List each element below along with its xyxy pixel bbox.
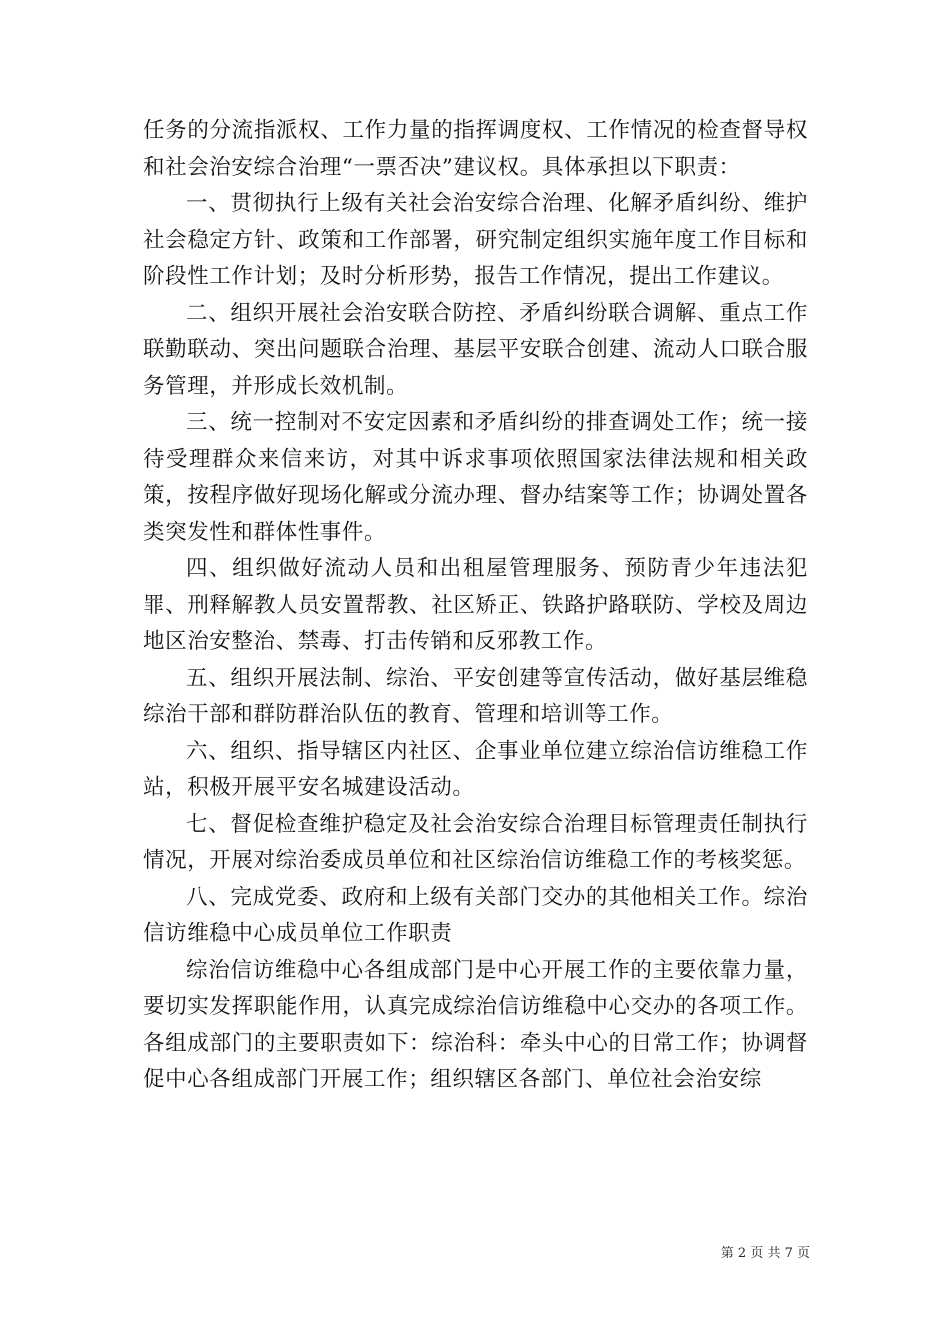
paragraph-item-7: 七、督促检查维护稳定及社会治安综合治理目标管理责任制执行情况，开展对综治委成员单位和社区综治信访维稳工作的考核奖惩。 xyxy=(143,811,808,873)
paragraph-intro: 任务的分流指派权、工作力量的指挥调度权、工作情况的检查督导权和社会治安综合治理“一票否决”建议权。具体承担以下职责： xyxy=(143,118,808,180)
paragraph-item-3: 三、统一控制对不安定因素和矛盾纠纷的排查调处工作；统一接待受理群众来信来访，对其中诉求事项依照国家法律法规和相关政策，按程序做好现场化解或分流办理、督办结案等工作；协调处置各类突发性和群体性事件。 xyxy=(143,410,808,545)
paragraph-item-4: 四、组织做好流动人员和出租屋管理服务、预防青少年违法犯罪、刑释解教人员安置帮教、社区矫正、铁路护路联防、学校及周边地区治安整治、禁毒、打击传销和反邪教工作。 xyxy=(143,556,808,654)
paragraph-item-6: 六、组织、指导辖区内社区、企事业单位建立综治信访维稳工作站，积极开展平安名城建设活动。 xyxy=(143,738,808,800)
paragraph-item-2: 二、组织开展社会治安联合防控、矛盾纠纷联合调解、重点工作联勤联动、突出问题联合治理、基层平安联合创建、流动人口联合服务管理，并形成长效机制。 xyxy=(143,300,808,399)
paragraph-members: 综治信访维稳中心各组成部门是中心开展工作的主要依靠力量，要切实发挥职能作用，认真完成综治信访维稳中心交办的各项工作。各组成部门的主要职责如下：综治科：牵头中心的日常工作；协调督促中心各组成部门开展工作；组织辖区各部门、单位社会治安综 xyxy=(143,957,808,1092)
page-number: 第 2 页 共 7 页 xyxy=(720,1246,810,1261)
document-body xyxy=(143,113,808,1099)
paragraph-item-5: 五、组织开展法制、综治、平安创建等宣传活动，做好基层维稳综治干部和群防群治队伍的教育、管理和培训等工作。 xyxy=(143,665,808,727)
paragraph-item-8: 八、完成党委、政府和上级有关部门交办的其他相关工作。综治信访维稳中心成员单位工作职责 xyxy=(143,884,808,946)
paragraph-item-1: 一、贯彻执行上级有关社会治安综合治理、化解矛盾纠纷、维护社会稳定方针、政策和工作部署，研究制定组织实施年度工作目标和阶段性工作计划；及时分析形势，报告工作情况，提出工作建议。 xyxy=(143,191,808,289)
